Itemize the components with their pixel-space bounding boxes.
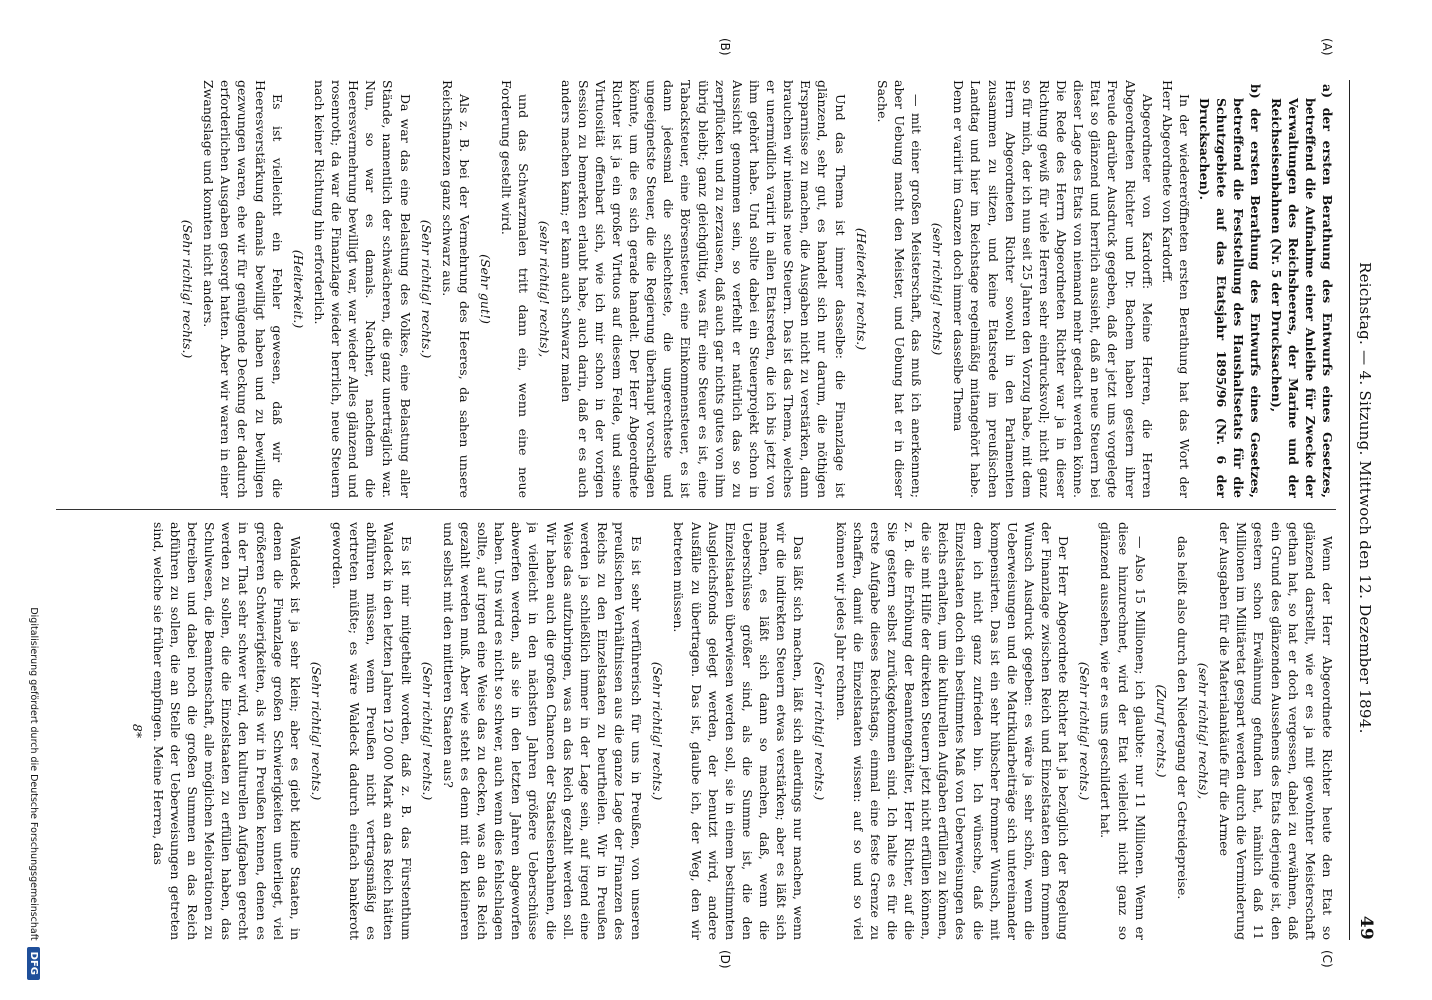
interjection: (Sehr richtig! rechts.) bbox=[309, 661, 324, 801]
interjection: (Sehr richtig! rechts.) bbox=[418, 219, 434, 359]
paragraph: Das läßt sich machen, läßt sich allerdings nur machen, wenn wir die indirekten Steuern etwas verstärken; aber es läßt sich machen, es läßt sich dann so machen, daß, wenn die Ueberschüsse größer sind, als die Summe ist, die den Einzelstaaten überwiesen werden soll, sie in einem bestimmten Ausgleichsfonds gelegt werden, der benutzt wird, andere Ausfälle zu übertragen. Das ist, glaube ich, der Weg, den wir betreten müssen. bbox=[671, 522, 807, 940]
margin-mark-c: (C) bbox=[1320, 950, 1334, 968]
header-title: Reichstag. — 4. Sitzung. Mittwoch den 12. Dezember 1894. bbox=[1356, 262, 1374, 734]
interjection: (sehr richtig! rechts), bbox=[537, 220, 553, 358]
paragraph: Und das Thema ist immer dasselbe: die Finanzlage ist glänzend, sehr gut, es handelt sich nur darum, die nöthigen Ersparnisse zu machen, die Ausgaben nicht zu verstärken, dann brauchen wir niemals neue Steuern. Das ist das Thema, welches er unermüdlich variirt in allen Etatsreden, die ich bis jetzt von ihm gehört habe. Und sollte dabei ein Steuerprojekt schon in Aussicht genommen sein, so verfehlt er natürlich das so zu zerpflücken und zu zerzausen, daß auch gar nichts gutes von ihm übrig bleibt; ganz gleichgültig, was für eine Steuer es ist, eine Tabacksteuer, eine Börsensteuer, eine Einkommensteuer, es ist dann jedesmal die schlechteste, die ungerechteste und ungeeignetste Steuer, die die Regierung überhaupt vorschlagen könnte, um die es sich gerade handelt. Der Herr Abgeordnete Richter ist ja ein großer Virtuos auf diesem Felde, und seine Virtuosität offenbart sich, wie ich mir schon in der vorigen Session zu bemerken erlaubt habe, auch darin, daß er es auch anders machen kann; er kann auch schwarz malen bbox=[558, 80, 848, 498]
margin-mark-d: (D) bbox=[718, 950, 732, 969]
paragraph: Als z. B. bei der Vermehrung des Heeres, da sahen unsere Reichsfinanzen ganz schwarz aus. bbox=[439, 80, 472, 498]
margin-mark-a: (A) bbox=[1320, 38, 1334, 56]
paragraph: Da war das eine Belastung des Volkes, eine Belastung aller Stände, namentlich der schwächeren, die ganz unerträglich war. Nun, so war es damals. Nachher, nachdem die Heeresvermehrung bewilligt war, war wieder Alles glänzend und rosenroth; da war die Finanzlage wieder herrlich, neue Steuern nach keiner Richtung hin erforderlich. bbox=[312, 80, 413, 498]
interjection: (sehr richtig! rechts), bbox=[1196, 662, 1212, 800]
interjection: (sehr richtig! rechts) bbox=[930, 222, 946, 356]
paragraph: das heißt also durch den Niedergang der Getreidepreise. bbox=[1175, 536, 1190, 900]
interjection: (Sehr gut!) bbox=[478, 254, 494, 324]
paragraph: — Also 15 Millionen; ich glaubte: nur 11 Millionen. Wenn er diese hinzurechnet, wird der Etat vielleicht nicht ganz so glänzend aussehen, wie er es uns geschildert hat. bbox=[1098, 522, 1148, 940]
paragraph: Abgeordneter von Kardorff: Meine Herren, die Herren Abgeordneten Richter und Dr. Bachem haben gestern ihrer Freude darüber Ausdruck gegeben, daß der jetzt uns vorgelegte Etat so glänzend und herrlich aussieht, daß an neue Steuern bei dieser Lage des Etats von niemand mehr gedacht werden könne. Die Rede des Herrn Abgeordneten Richter war ja in dieser Richtung gewiß für viele Herren sehr eindrucksvoll; nicht ganz so für mich, der ich nun seit 25 Jahren den Vorzug habe, mit dem Herrn Abgeordneten Richter sowohl in den Parlamenten zusammen zu sitzen, und keine Etatsrede im preußischen Landtag und hier im Reichstage regelmäßig mitangehört habe. Denn er variirt im Ganzen doch immer dasselbe Thema bbox=[951, 80, 1155, 498]
interjection: (Sehr richtig! rechts.) bbox=[1077, 661, 1093, 801]
interjection: (Sehr richtig! rechts.) bbox=[180, 219, 196, 359]
interjection: (Heiterkeit.) bbox=[290, 249, 306, 329]
page-header bbox=[1349, 80, 1396, 940]
paragraph: und das Schwarzmalen tritt dann ein, wenn eine neue Forderung gestellt wird. bbox=[499, 80, 532, 498]
paragraph: Wenn der Herr Abgeordnete Richter heute den Etat so glänzend darstellt, wie er es ja mit gewohnter Meisterschaft gethan hat, so hat er doch vergessen, dabei zu erwähnen, daß ein Grund des glänzenden Aussehens des Etats derjenige ist, den gestern schon Erwähnung gefunden hat, nämlich daß 11 Millionen im Militäretat gespart werden durch die Verminderung der Ausgaben für die Materialankäufe für die Armee bbox=[1217, 522, 1335, 940]
interjection: (Sehr richtig! rechts.) bbox=[650, 661, 666, 801]
interjection: (Sehr richtig! rechts.) bbox=[419, 661, 435, 801]
interjection: (Zuruf rechts.) bbox=[1153, 684, 1169, 778]
signature-mark: 8* bbox=[129, 723, 145, 739]
paragraph: In der wiedereröffneten ersten Berathung hat das Wort der Herr Abgeordnete von Kardorff. bbox=[1159, 80, 1192, 498]
paragraph: Waldeck ist ja sehr klein; aber es giebt kleine Staaten, in denen die Finanzlage großen Schwierigkeiten unterliegt, viel größeren Schwierigkeiten, als wir in Preußen kennen, denen es in der That sehr schwer wird, den kulturellen Aufgaben gerecht werden zu sollen, die die Einzelstaaten zu erfüllen haben, das Schulwesen, die Beamtenschaft, alle möglichen Meliorationen zu betreiben und dabei noch die großen Summen an das Reich abführen zu sollen, die an Stelle der Ueberweisungen getreten sind, welche sie früher empfingen. Meine Herren, das bbox=[150, 522, 303, 940]
right-column bbox=[72, 522, 1336, 940]
column-divider bbox=[56, 509, 1336, 510]
page-number: 49 bbox=[1356, 915, 1376, 940]
agenda-item-b: b) der ersten Berathung des Entwurfs eines Gesetzes, betreffend die Feststellung des Haushaltsetats für die Schutzgebiete auf das Etatsjahr 1895/96 (Nr. 6 der Drucksachen). bbox=[1197, 84, 1264, 498]
left-column bbox=[72, 80, 1336, 498]
interjection: (Heiterkeit rechts.) bbox=[853, 227, 869, 351]
paragraph: Es ist sehr verführerisch für uns in Preußen, von unseren preußischen Verhältnissen aus die ganze Lage der Finanzen des Reichs zu den Einzelstaaten zu beurtheilen. Wir in Preußen werden ja schließlich immer in der Lage sein, auf irgend eine Weise das aufzubringen, was an das Reich gezahlt werden soll. Wir haben auch die großen Chancen der Staatseisenbahnen, die ja vielleicht in den nächsten Jahren größere Ueberschüsse abwerfen werden, als sie in den letzten Jahren abgeworfen haben. Uns wird es nicht so schwer, auch wenn dies fehlschlagen sollte, auf irgend eine Weise das zu decken, was an das Reich gezahlt werden muß. Aber wie steht es denn mit den kleineren und selbst mit den mittleren Staaten aus? bbox=[440, 522, 645, 940]
interjection: (Sehr richtig! rechts.) bbox=[812, 661, 828, 801]
paragraph: Der Herr Abgeordnete Richter hat ja bezüglich der Regelung der Finanzlage zwischen Reich und Einzelstaaten dem frommen Wunsch Ausdruck gegeben: es wäre ja sehr schön, wenn die Ueberweisungen und die Matrikularbeiträge sich untereinander kompensirten. Das ist ein sehr hübscher frommer Wunsch, mit dem ich nicht ganz zufrieden bin. Ich wünsche, daß die Einzelstaaten doch ein bestimmtes Maß von Ueberweisungen des Reichs erhalten, um die kulturellen Aufgaben erfüllen zu können, die sie mit Hilfe der direkten Steuern jetzt nicht erfüllen können, z. B. die Erhöhung der Beamtengehälter, Herr Richter, auf die Sie gestern selbst zurückgekommen sind. Ich halte es für die erste Aufgabe dieses Reichstags, einmal eine feste Grenze zu schaffen, damit die Einzelstaaten wissen: auf so und so viel können wir jedes Jahr rechnen. bbox=[833, 522, 1072, 940]
paragraph: — mit einer großen Meisterschaft, das muß ich anerkennen; aber Uebung macht den Meister, und Uebung hat er in dieser Sache. bbox=[874, 80, 925, 498]
margin-mark-b: (B) bbox=[718, 38, 732, 56]
digitization-credit bbox=[27, 600, 40, 980]
paragraph: Es ist mir mitgetheilt worden, daß z. B. das Fürstenthum Waldeck in den letzten Jahren 120 000 Mark an das Reich hätten abführen müssen, wenn Preußen nicht vertragsmäßig es vertreten müßte; es wäre Waldeck dadurch einfach bankerott geworden. bbox=[330, 522, 414, 940]
agenda-item-a: a) der ersten Berathung des Entwurfs eines Gesetzes, betreffend die Aufnahme einer Anleihe für Zwecke der Verwaltungen des Reichsheeres, der Marine und der Reichseisenbahnen (Nr. 5 der Drucksachen), bbox=[1268, 84, 1335, 498]
dfg-logo: DFG bbox=[27, 947, 40, 980]
paragraph: Es ist vielleicht ein Fehler gewesen, daß wir die Heeresverstärkung damals bewilligt haben und zu bewilligen gezwungen waren, ehe wir für genügende Deckung der dadurch erforderlichen Ausgaben gesorgt hatten. Aber wir waren in einer Zwangslage und konnten nicht anders. bbox=[201, 80, 285, 498]
credit-text: Digitalisierung gefördert durch die Deutsche Forschungsgemeinschaft bbox=[28, 607, 39, 941]
